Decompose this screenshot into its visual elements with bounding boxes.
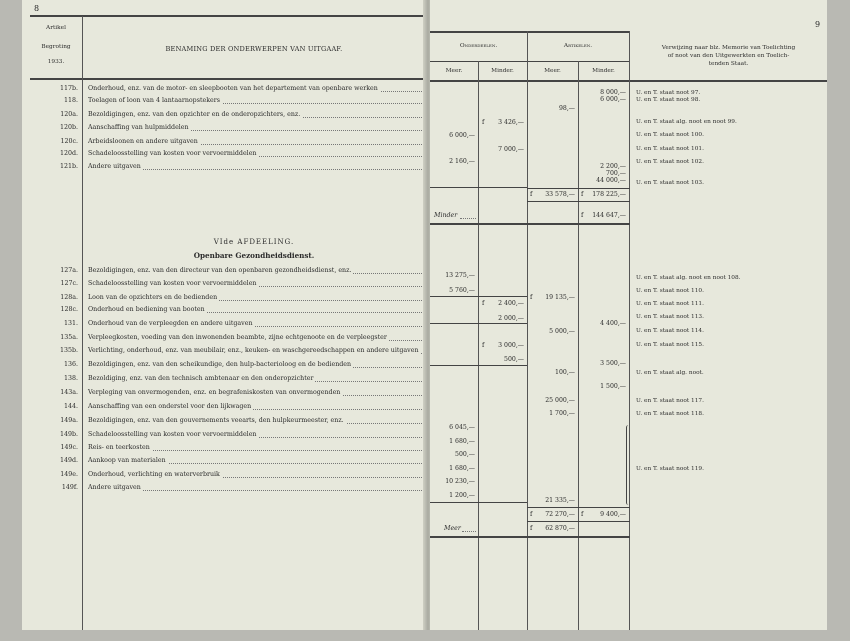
page-number-right: 9 xyxy=(815,20,821,29)
value-cell: 7 000,— xyxy=(498,146,524,153)
note-reference: U. en T. staat alg. noot. xyxy=(636,370,704,376)
article-number: 128a. xyxy=(60,294,78,301)
value-cell: 1 680,— xyxy=(449,465,475,472)
article-number: 118. xyxy=(63,97,78,104)
header-minder-1: Minder. xyxy=(491,68,514,74)
florin-sign: f xyxy=(530,191,533,198)
article-number: 120a. xyxy=(60,111,78,118)
article-number: 136. xyxy=(63,361,78,368)
article-number: 117b. xyxy=(59,85,78,92)
sum-rule xyxy=(527,507,630,508)
value-cell: 4 400,— xyxy=(600,320,626,327)
value-cell: 98,— xyxy=(558,105,575,112)
article-number: 127a. xyxy=(60,267,78,274)
value-cell: 72 270,— xyxy=(545,511,575,518)
top-rule-right xyxy=(430,31,630,33)
section-heading: VIde AFDEELING. xyxy=(213,238,295,246)
value-cell: 1 200,— xyxy=(449,492,475,499)
item-description: Verlichting, onderhoud, enz. van meubilair, enz., keuken- en waschgereedschappen en andere uitgaven xyxy=(88,347,419,354)
divider-4 xyxy=(629,31,630,630)
header-begroting: Begroting xyxy=(41,44,71,50)
item-description: Bezoldiging, enz. van den technisch ambtenaar en den onderopzichter xyxy=(88,375,314,382)
item-description: Bezoldigingen, enz. van den opzichter en de onderopzichters, enz. xyxy=(88,111,301,118)
header-ref-3: tenden Staat. xyxy=(708,61,749,67)
value-cell: 8 000,— xyxy=(600,89,626,96)
article-number: 138. xyxy=(63,375,78,382)
value-cell: 1 700,— xyxy=(549,410,575,417)
item-description: Aanschaffing van een onderstel voor den lijkwagen xyxy=(88,403,252,410)
header-rule xyxy=(30,78,427,80)
article-number: 149f. xyxy=(61,484,78,491)
value-cell: 6 000,— xyxy=(600,96,626,103)
note-reference: U. en T. staat noot 98. xyxy=(636,97,701,103)
section-subheading: Openbare Gezondheidsdienst. xyxy=(193,251,315,260)
florin-sign: f xyxy=(530,294,533,301)
value-cell: 2 400,— xyxy=(498,300,524,307)
article-number: 149d. xyxy=(59,457,78,464)
value-cell: 6 000,— xyxy=(449,132,475,139)
note-reference: U. en T. staat noot 110. xyxy=(636,288,704,294)
note-reference: U. en T. staat noot 111. xyxy=(636,301,704,307)
value-cell: 500,— xyxy=(455,451,475,458)
value-cell: 25 000,— xyxy=(545,397,575,404)
value-cell: 19 135,— xyxy=(545,294,575,301)
florin-sign: f xyxy=(530,511,533,518)
note-reference: U. en T. staat noot 114. xyxy=(636,328,704,334)
subheader-rule xyxy=(430,61,630,62)
column-divider xyxy=(82,16,83,630)
value-cell: 3 500,— xyxy=(600,360,626,367)
item-description: Andere uitgaven xyxy=(88,163,141,170)
florin-sign: f xyxy=(530,525,533,532)
total-rule xyxy=(430,536,630,538)
sum-rule xyxy=(430,365,527,366)
article-number: 143a. xyxy=(60,389,78,396)
value-cell: 21 335,— xyxy=(545,497,575,504)
article-number: 135a. xyxy=(60,334,78,341)
value-cell: 13 275,— xyxy=(445,272,475,279)
item-description: Verpleging van onvermogenden, enz. en begrafeniskosten van onvermogenden xyxy=(88,389,341,396)
item-description: Onderhoud, verlichting en waterverbruik xyxy=(88,471,220,478)
value-cell: 33 578,— xyxy=(545,191,575,198)
article-number: 120d. xyxy=(59,150,78,157)
header-ref-2: of noot van den Uitgewerkten en Toelich- xyxy=(667,53,790,59)
header-ref-1: Verwijzing naar blz. Memorie van Toelichting xyxy=(661,45,796,51)
article-number: 144. xyxy=(63,403,78,410)
article-number: 120c. xyxy=(60,138,78,145)
value-cell: 1 680,— xyxy=(449,438,475,445)
header-artikelen: Artikelen. xyxy=(563,43,593,49)
article-number: 149a. xyxy=(60,417,78,424)
article-number: 121b. xyxy=(59,163,78,170)
value-cell: 62 870,— xyxy=(545,525,575,532)
header-meer-1: Meer. xyxy=(445,68,463,74)
florin-sign: f xyxy=(482,119,485,126)
note-reference: U. en T. staat noot 102. xyxy=(636,159,704,165)
header-onderdeelen: Onderdeelen. xyxy=(459,43,498,49)
note-reference: U. en T. staat noot 103. xyxy=(636,180,704,186)
value-cell: 144 647,— xyxy=(592,212,626,219)
item-description: Onderhoud, enz. van de motor- en sleepbooten van het departement van openbare werken xyxy=(88,85,378,92)
article-number: 149b. xyxy=(59,431,78,438)
value-cell: 100,— xyxy=(555,369,575,376)
article-number: 127c. xyxy=(60,280,78,287)
item-description: Aanschaffing van hulpmiddelen xyxy=(88,124,189,131)
value-cell: 5 000,— xyxy=(549,328,575,335)
item-description: Toelagen of loon van 4 lantaarnopstekers xyxy=(88,97,220,104)
value-cell: 5 760,— xyxy=(449,287,475,294)
header-minder-2: Minder. xyxy=(592,68,615,74)
value-cell: 6 045,— xyxy=(449,424,475,431)
header-artikel: Artikel xyxy=(46,25,66,31)
total-rule xyxy=(430,223,630,225)
item-description: Loon van de opzichters en de bedienden xyxy=(88,294,218,301)
florin-sign: f xyxy=(581,511,584,518)
item-description: Bezoldigingen, enz. van den scheikundige, den hulp-bacterioloog en de bedienden xyxy=(88,361,352,368)
value-cell: 3 000,— xyxy=(498,342,524,349)
value-cell: 500,— xyxy=(504,356,524,363)
value-cell: 178 225,— xyxy=(592,191,626,198)
note-reference: U. en T. staat noot 119. xyxy=(636,466,704,472)
value-cell: 10 230,— xyxy=(445,478,475,485)
header-title: BENAMING DER ONDERWERPEN VAN UITGAAF. xyxy=(165,45,343,53)
item-description: Aankoop van materialen xyxy=(88,457,166,464)
item-description: Bezoldigingen, enz. van den directeur van den openbaren gezondheidsdienst, enz. xyxy=(88,267,352,274)
value-cell: 9 400,— xyxy=(600,511,626,518)
header-meer-2: Meer. xyxy=(544,68,561,74)
item-description: Reis- en teerkosten xyxy=(88,444,150,451)
minder-label: Minder xyxy=(434,212,458,219)
note-reference: U. en T. staat noot 117. xyxy=(636,398,704,404)
sum-rule xyxy=(430,187,527,188)
article-number: 131. xyxy=(63,320,78,327)
value-cell: 2 160,— xyxy=(449,158,475,165)
dot-leader xyxy=(460,218,476,219)
right-page xyxy=(430,0,827,630)
florin-sign: f xyxy=(581,212,584,219)
article-number: 135b. xyxy=(59,347,78,354)
header-year: 1933. xyxy=(47,59,65,65)
item-description: Schadeloosstelling van kosten voor vervoermiddelen xyxy=(88,150,257,157)
value-cell: 700,— xyxy=(606,170,626,177)
sum-rule xyxy=(430,502,527,503)
sum-rule xyxy=(430,296,527,297)
florin-sign: f xyxy=(482,300,485,307)
item-description: Onderhoud van de verpleegden en andere uitgaven xyxy=(88,320,253,327)
value-cell: 2 200,— xyxy=(600,163,626,170)
sum-rule xyxy=(527,188,630,189)
item-description: Arbeidsloonen en andere uitgaven xyxy=(88,138,198,145)
article-number: 149c. xyxy=(60,444,78,451)
note-reference: U. en T. staat noot 118. xyxy=(636,411,704,417)
note-reference: U. en T. staat noot 113. xyxy=(636,314,704,320)
value-cell: 3 426,— xyxy=(498,119,524,126)
note-reference: U. en T. staat noot 100. xyxy=(636,132,704,138)
item-description: Onderhoud en bediening van booten xyxy=(88,306,205,313)
dot-leader xyxy=(462,531,476,532)
article-number: 120b. xyxy=(59,124,78,131)
article-number: 149e. xyxy=(60,471,78,478)
note-reference: U. en T. staat noot 115. xyxy=(636,342,704,348)
note-reference: U. en T. staat noot 97. xyxy=(636,90,701,96)
sum-rule xyxy=(527,201,630,202)
note-reference: U. en T. staat alg. noot en noot 108. xyxy=(636,275,741,281)
note-reference: U. en T. staat alg. noot en noot 99. xyxy=(636,119,737,125)
item-description: Schadeloosstelling van kosten voor vervoermiddelen xyxy=(88,280,257,287)
item-description: Schadeloosstelling van kosten voor vervoermiddelen xyxy=(88,431,257,438)
value-cell: 44 000,— xyxy=(596,177,626,184)
item-description: Andere uitgaven xyxy=(88,484,141,491)
sum-rule xyxy=(527,521,630,522)
article-number: 128c. xyxy=(60,306,78,313)
value-cell: 1 500,— xyxy=(600,383,626,390)
value-cell: 2 000,— xyxy=(498,315,524,322)
item-description: Bezoldigingen, enz. van den gouvernements veearts, den hulpkeurmeester, enz. xyxy=(88,417,344,424)
page-number-left: 8 xyxy=(34,4,40,13)
divider-3 xyxy=(578,61,579,630)
item-description: Verpleegkosten, voeding van den inwonenden beambte, zijne echtgenoote en de verpleegster xyxy=(88,334,387,341)
left-page xyxy=(22,0,427,630)
brace-mark xyxy=(626,425,631,505)
note-reference: U. en T. staat noot 101. xyxy=(636,146,704,152)
florin-sign: f xyxy=(581,191,584,198)
top-rule xyxy=(30,15,427,17)
florin-sign: f xyxy=(482,342,485,349)
sum-rule xyxy=(430,323,527,324)
meer-label: Meer xyxy=(444,525,461,532)
